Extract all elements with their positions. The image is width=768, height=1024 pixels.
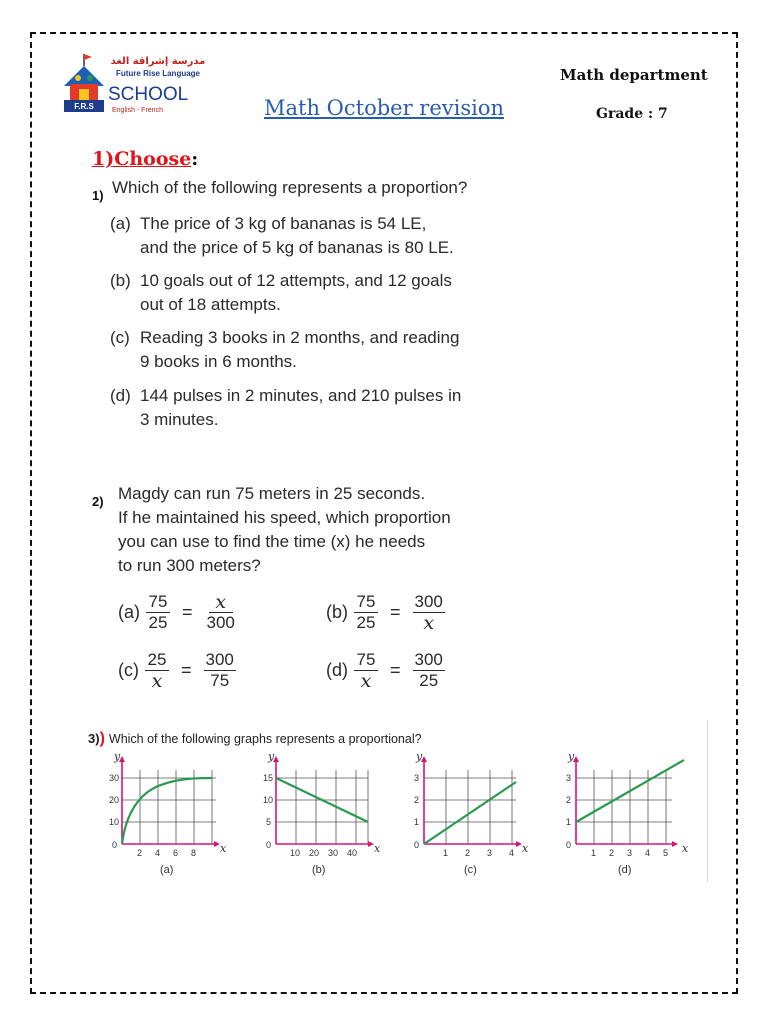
svg-text:y: y: [568, 750, 575, 763]
svg-text:y: y: [114, 750, 121, 763]
school-logo: [62, 52, 212, 122]
svg-text:40: 40: [347, 848, 358, 858]
q1-option-b[interactable]: (b) 10 goals out of 12 attempts, and 12 goals out of 18 attempts.: [110, 271, 452, 314]
q1-option-d[interactable]: (d) 144 pulses in 2 minutes, and 210 pulses in 3 minutes.: [110, 386, 462, 429]
graph-d[interactable]: [554, 748, 704, 878]
logo-arabic: مدرسة إشراقة الغد: [110, 56, 206, 67]
svg-text:2: 2: [465, 848, 471, 858]
svg-text:3: 3: [487, 848, 493, 858]
svg-text:3: 3: [627, 848, 633, 858]
svg-text:15: 15: [263, 773, 274, 783]
svg-text:0: 0: [266, 840, 272, 850]
svg-text:0: 0: [414, 840, 420, 850]
svg-text:4: 4: [645, 848, 651, 858]
svg-text:4: 4: [155, 848, 161, 858]
q2-text: Magdy can run 75 meters in 25 seconds. If he maintained his speed, which proportion you can use to find the time (x) he needs to run 300 meters?: [118, 484, 451, 575]
svg-text:0: 0: [112, 840, 118, 850]
graph-a[interactable]: [100, 748, 250, 878]
q1-number: 1): [92, 188, 104, 203]
svg-text:(d): (d): [618, 864, 632, 876]
svg-text:1: 1: [443, 848, 449, 858]
svg-text:y: y: [416, 750, 423, 763]
svg-text:(a): (a): [160, 864, 174, 876]
svg-text:30: 30: [328, 848, 339, 858]
svg-text:y: y: [268, 750, 275, 763]
svg-text:x: x: [374, 842, 381, 855]
q1-option-a[interactable]: (a) The price of 3 kg of bananas is 54 LE, and the price of 5 kg of bananas is 80 LE.: [110, 214, 454, 257]
svg-text:20: 20: [309, 848, 320, 858]
svg-text:10: 10: [263, 795, 274, 805]
svg-text:30: 30: [109, 773, 120, 783]
q1-option-c[interactable]: (c) Reading 3 books in 2 months, and reading 9 books in 6 months.: [110, 328, 460, 371]
svg-text:x: x: [220, 842, 227, 855]
page-title: Math October revision: [264, 96, 505, 120]
q1-text: Which of the following represents a proportion?: [112, 178, 468, 197]
q3-text: 3)) Which of the following graphs represents a proportional?: [88, 730, 422, 747]
logo-badge: F.R.S: [74, 102, 94, 111]
divider-line: [707, 720, 708, 882]
graph-b[interactable]: [254, 748, 404, 878]
section-heading: 1)Choose:: [92, 148, 199, 170]
grade-label: Grade : 7: [596, 106, 668, 122]
svg-text:1: 1: [414, 817, 420, 827]
svg-text:2: 2: [137, 848, 143, 858]
department-label: Math department: [560, 66, 708, 84]
svg-text:1: 1: [591, 848, 597, 858]
svg-text:0: 0: [566, 840, 572, 850]
svg-text:6: 6: [173, 848, 179, 858]
logo-sub: English - French: [112, 107, 163, 114]
graph-c-line: [424, 782, 516, 844]
svg-text:3: 3: [566, 773, 572, 783]
svg-text:5: 5: [266, 817, 272, 827]
svg-text:5: 5: [663, 848, 669, 858]
logo-english: Future Rise Language: [115, 69, 201, 78]
graph-c[interactable]: [402, 748, 552, 878]
svg-text:1: 1: [566, 817, 572, 827]
q2-option-b[interactable]: (b) $\frac{75}{25}$ = $\frac{300}{x}$: [326, 592, 443, 634]
svg-text:10: 10: [290, 848, 301, 858]
q2-option-a[interactable]: (a) $\frac{75}{25}$ = $\frac{x}{300}$: [118, 591, 235, 632]
svg-text:10: 10: [109, 817, 120, 827]
logo-school: SCHOOL: [108, 84, 189, 105]
svg-text:20: 20: [109, 795, 120, 805]
svg-text:4: 4: [509, 848, 515, 858]
graph-a-curve: [122, 778, 212, 844]
svg-text:(b): (b): [312, 864, 326, 876]
svg-text:2: 2: [566, 795, 572, 805]
q2-option-d[interactable]: (d) $\frac{75}{x}$ = $\frac{300}{25}$: [326, 650, 443, 692]
svg-text:8: 8: [191, 848, 197, 858]
svg-text:x: x: [522, 842, 529, 855]
svg-text:2: 2: [609, 848, 615, 858]
svg-text:3: 3: [414, 773, 420, 783]
q2-option-c[interactable]: (c) $\frac{25}{x}$ = $\frac{300}{75}$: [118, 650, 234, 692]
svg-text:2: 2: [414, 795, 420, 805]
q2-number: 2): [92, 494, 104, 509]
svg-text:(c): (c): [464, 864, 477, 876]
svg-text:x: x: [682, 842, 689, 855]
